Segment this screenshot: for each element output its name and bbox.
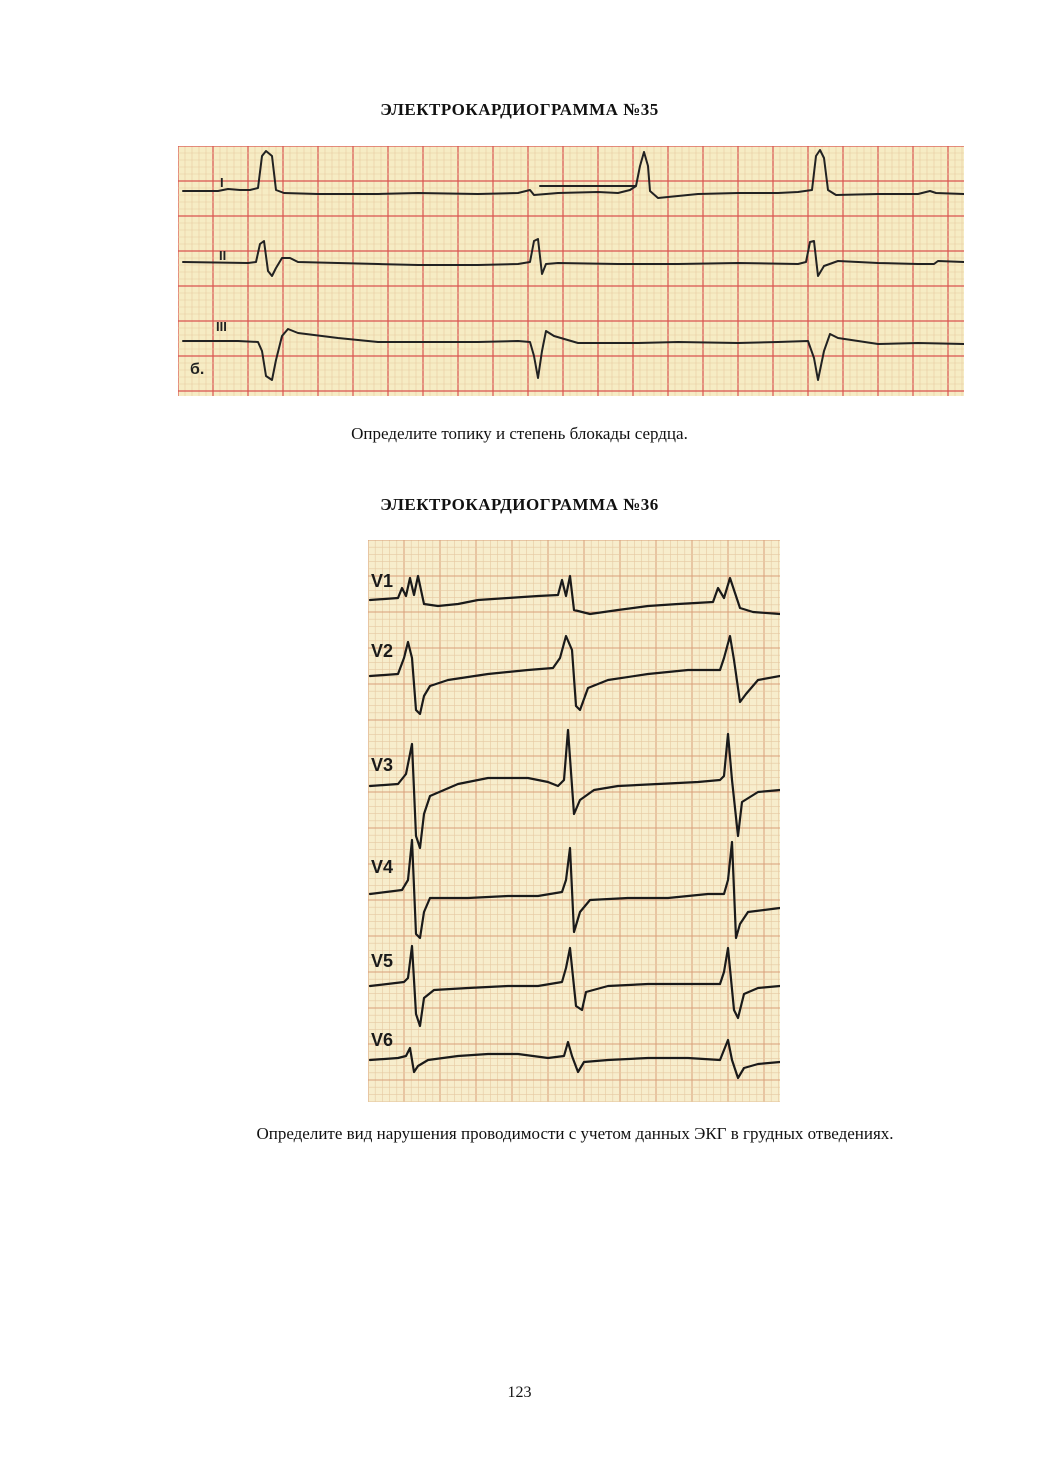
ecg35-panel-label: б. <box>190 361 205 378</box>
ecg36-lead-label-v5: V5 <box>371 951 394 971</box>
ecg35-lead-label-iii: III <box>216 319 227 334</box>
ecg36-title: ЭЛЕКТРОКАРДИОГРАММА №36 <box>380 495 659 514</box>
ecg36-question: Определите вид нарушения проводимости с учетом данных ЭКГ в грудных отведениях. <box>256 1124 894 1143</box>
ecg35-lead-label-ii: II <box>219 248 227 263</box>
ecg36-lead-label-v3: V3 <box>371 755 394 775</box>
ecg35-strip <box>178 146 964 396</box>
ecg36-lead-label-v2: V2 <box>371 641 394 661</box>
ecg35-lead-label-i: I <box>220 175 224 190</box>
ecg36-lead-label-v1: V1 <box>371 571 394 591</box>
ecg35-question: Определите топику и степень блокады сердца. <box>351 424 688 443</box>
ecg36-lead-label-v4: V4 <box>371 857 394 877</box>
ecg36-lead-label-v6: V6 <box>371 1030 394 1050</box>
ecg35-paper <box>178 146 964 396</box>
ecg35-title: ЭЛЕКТРОКАРДИОГРАММА №35 <box>380 100 659 119</box>
page-number: 123 <box>507 1384 532 1401</box>
ecg36-strip <box>368 540 780 1102</box>
